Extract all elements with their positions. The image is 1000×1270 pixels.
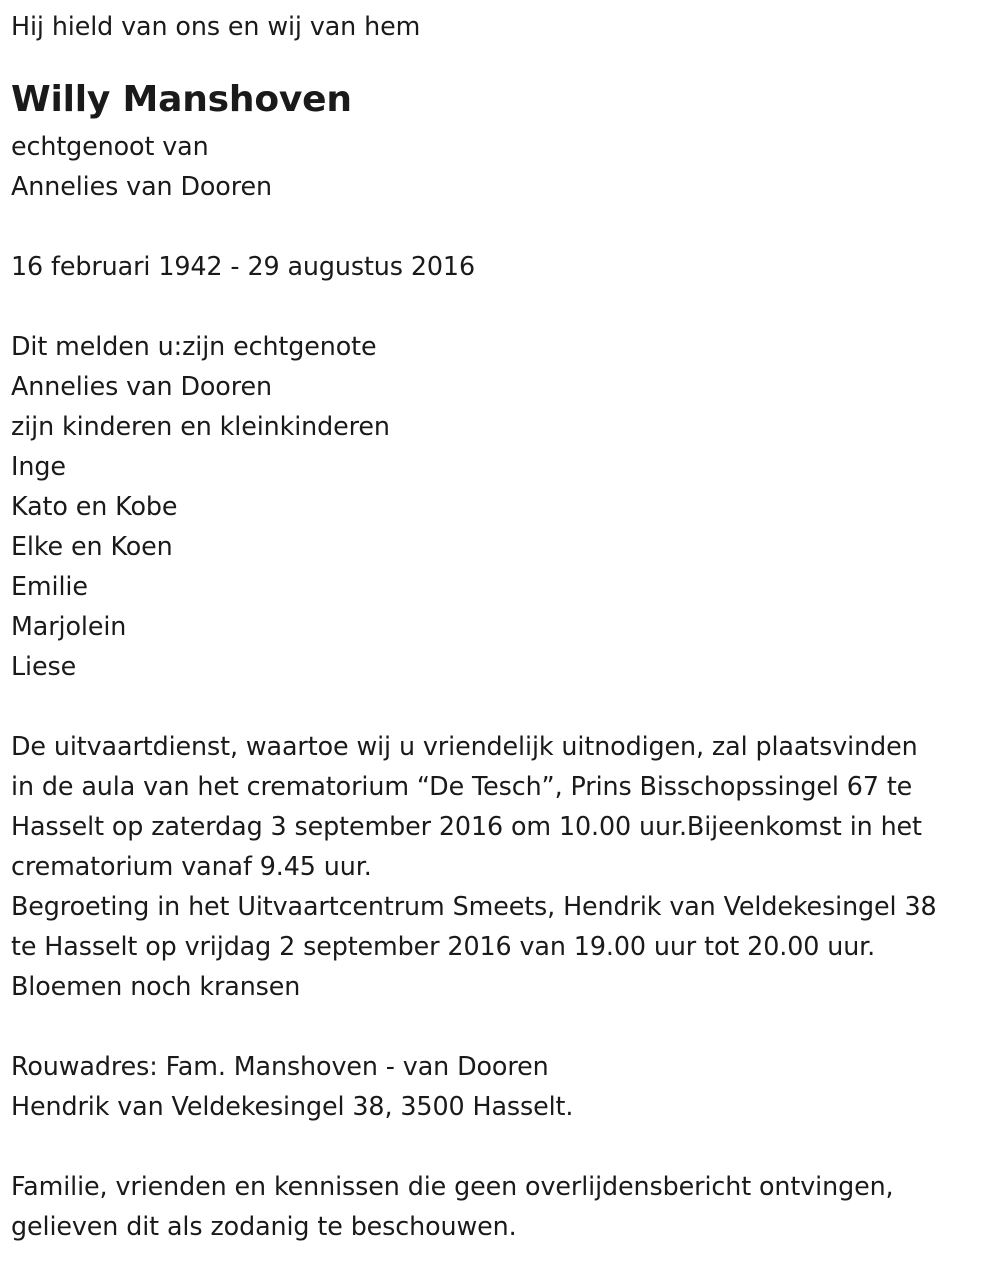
service-paragraph: [11, 726, 996, 1006]
announcer-line: Annelies van Dooren: [11, 371, 272, 401]
spacer: [11, 1006, 996, 1046]
address-line: Rouwadres: Fam. Manshoven - van Dooren: [11, 1051, 549, 1081]
announcer-line: zijn kinderen en kleinkinderen: [11, 411, 390, 441]
life-dates: 16 februari 1942 - 29 augustus 2016: [11, 251, 475, 281]
announcer-line: Marjolein: [11, 611, 127, 641]
spacer: [11, 686, 996, 726]
spouse-label: echtgenoot van: [11, 131, 209, 161]
announcers-list: [11, 326, 996, 686]
deceased-name: Willy Manshoven: [11, 79, 352, 120]
service-line: crematorium vanaf 9.45 uur.: [11, 851, 372, 881]
service-line: Bloemen noch kransen: [11, 971, 301, 1001]
service-line: in de aula van het crematorium “De Tesch”, Prins Bisschopssingel 67 te: [11, 771, 913, 801]
announcer-line: Liese: [11, 651, 77, 681]
spacer: [11, 206, 996, 246]
announcer-line: Dit melden u:zijn echtgenote: [11, 331, 377, 361]
intro-text: Hij hield van ons en wij van hem: [11, 11, 421, 41]
service-line: De uitvaartdienst, waartoe wij u vriendelijk uitnodigen, zal plaatsvinden: [11, 731, 918, 761]
announcer-line: Kato en Kobe: [11, 491, 178, 521]
announcer-line: Elke en Koen: [11, 531, 173, 561]
spacer: [11, 1126, 996, 1166]
spouse-name: Annelies van Dooren: [11, 171, 272, 201]
closing-line: Familie, vrienden en kennissen die geen overlijdensbericht ontvingen,: [11, 1171, 894, 1201]
obituary-document: [11, 6, 996, 1246]
closing-note: [11, 1166, 996, 1246]
announcer-line: Inge: [11, 451, 66, 481]
service-line: Hasselt op zaterdag 3 september 2016 om 10.00 uur.Bijeenkomst in het: [11, 811, 922, 841]
announcer-line: Emilie: [11, 571, 88, 601]
mourning-address: [11, 1046, 996, 1126]
address-line: Hendrik van Veldekesingel 38, 3500 Hasselt.: [11, 1091, 574, 1121]
closing-line: gelieven dit als zodanig te beschouwen.: [11, 1211, 517, 1241]
spacer: [11, 286, 996, 326]
service-line: Begroeting in het Uitvaartcentrum Smeets, Hendrik van Veldekesingel 38: [11, 891, 937, 921]
service-line: te Hasselt op vrijdag 2 september 2016 van 19.00 uur tot 20.00 uur.: [11, 931, 876, 961]
